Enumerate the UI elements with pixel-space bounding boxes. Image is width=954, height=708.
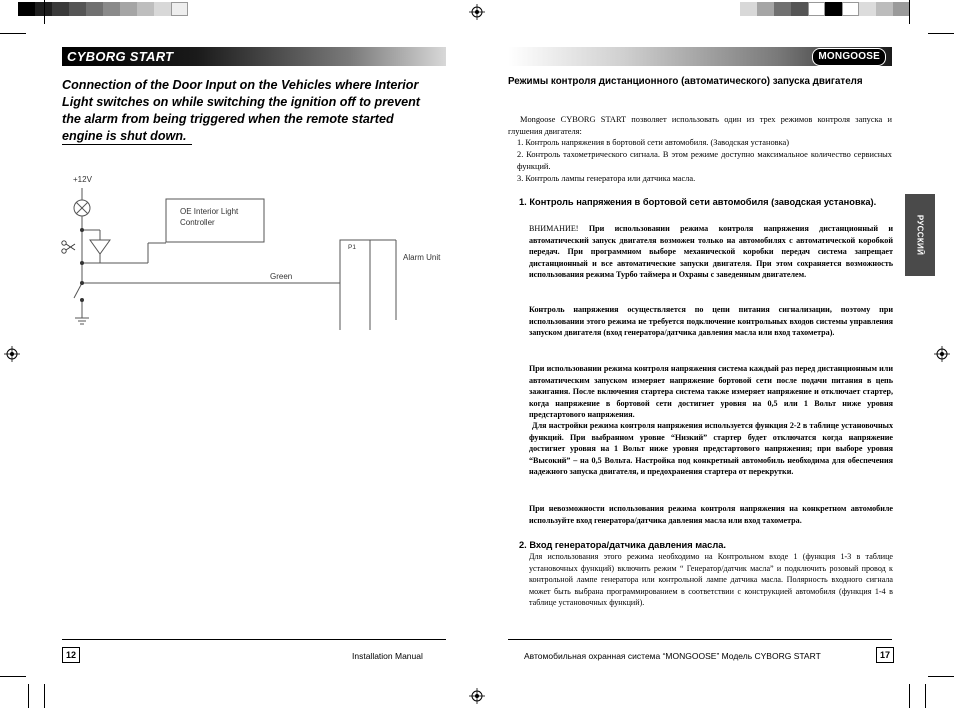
language-tab-label: РУССКИЙ [915, 214, 925, 256]
language-tab [905, 194, 935, 276]
right-page-title: Режимы контроля дистанционного (автоматического) запуска двигателя [508, 76, 863, 87]
crop-mark [44, 684, 45, 708]
crop-mark [909, 0, 910, 24]
color-bar-right [740, 2, 910, 16]
registration-mark-icon [469, 688, 485, 704]
section1-paragraph: Для настройки режима контроля напряжения используется функция 2-2 в таблице установочных функций. При выбранном уровне “Низкий” стартер будет отключатся когда напряжение достигнет уровня на 1 Вольт ниже уровня предстартового напряжения; при выборе уровня “Высокий” – на 0,5 Вольта. Настройка под конкретный автомобиль необходима для обеспечения надежного запуска двигателя, и предохранения стартера от перекрутки. [529, 421, 893, 477]
crop-mark [928, 33, 954, 34]
registration-mark-icon [469, 4, 485, 20]
mode-item: 3. Контроль лампы генератора или датчика масла. [517, 173, 696, 183]
left-footer-text: Installation Manual [352, 651, 423, 661]
wiring-diagram [60, 170, 460, 330]
left-header-title: CYBORG START [67, 49, 174, 64]
left-page-title [62, 77, 452, 145]
section1-paragraph: При невозможности использования режима контроля напряжения на конкретном автомобиле используйте вход генератора/датчика давления масла или вход тахометра. [529, 504, 893, 525]
alarm-unit-label: Alarm Unit [403, 253, 441, 262]
pin-label: P1 [348, 244, 356, 251]
title-line: the alarm from being triggered when the remote started [62, 112, 394, 126]
mongoose-logo: MONGOOSE [812, 48, 886, 66]
title-line: Connection of the Door Input on the Vehicles where Interior [62, 78, 419, 92]
controller-label-line2: Controller [180, 218, 215, 227]
section2-paragraph: Для использования этого режима необходимо на Контрольном входе 1 (функция 1-3 в таблице установочных функций) включить режим “ Генератор/датчик масла” и подключить розовый провод к контрольной лампе генератора или контрольной лампе датчика масла. Полярность входного сигнала может быть выбрана программированием в соответствии с конструкцией автомобиля (функция 1-4 в таблице установочных функций). [529, 552, 893, 608]
left-footer-rule [62, 639, 446, 640]
wire-label-green: Green [270, 272, 293, 281]
warning-text: При использовании режима контроля напряжения дистанционный и автоматический запуск двигателя возможен только на автомобилях с автоматической коробкой передач. При программном выборе механической коробки передач система запрещает дистанционный и все автоматические запуски двигателя. При этом сохраняется возможность использования режима Турбо таймера и Охраны с заведенным двигателем. [529, 224, 893, 280]
registration-mark-icon [934, 346, 950, 362]
right-footer-rule [508, 639, 892, 640]
crop-mark [928, 676, 954, 677]
section2-heading: 2. Вход генератора/датчика давления масла. [519, 540, 726, 550]
warning-label: ВНИМАНИЕ! [529, 224, 579, 233]
scissors-icon [62, 241, 75, 253]
intro-paragraph: Mongoose CYBORG START позволяет использовать один из трех режимов контроля запуска и глушения двигателя: [508, 115, 892, 136]
section1-warning [529, 223, 893, 281]
registration-mark-icon [4, 346, 20, 362]
section1-heading: 1. Контроль напряжения в бортовой сети автомобиля (заводская установка). [519, 197, 877, 207]
mode-item: 2. Контроль тахометрического сигнала. В этом режиме доступно максимальное количество сервисных функций. [517, 150, 892, 171]
right-footer-text: Автомобильная охранная система “MONGOOSE” Модель CYBORG START [524, 651, 821, 661]
section1-paragraph: При использовании режима контроля напряжения система каждый раз перед дистанционным или автоматическим запуском измеряет напряжение бортовой сети после подачи питания в цепь зажигания. После включения стартера система также измеряет напряжение и отключает стартер, когда напряжение в бортовой сети достигнет уровня на 0,5 или 1 Вольт ниже уровня предстартового напряжения. [529, 364, 893, 420]
controller-label-line1: OE Interior Light [180, 207, 239, 216]
section1-paragraph: Контроль напряжения осуществляется по цепи питания сигнализации, поэтому при использовании этого режима не требуется подключение контрольных входов системы управления запуском двигателя (вход генератора/датчика давления масла или вход тахометра). [529, 305, 893, 338]
title-line: engine is shut down. [62, 129, 187, 143]
right-page-number: 17 [876, 647, 894, 663]
title-underline [62, 144, 192, 145]
crop-mark [0, 676, 26, 677]
voltage-label: +12V [73, 175, 92, 184]
title-line: Light switches on while switching the ignition off to prevent [62, 95, 420, 109]
crop-mark [925, 684, 926, 708]
left-header-bar [62, 47, 446, 66]
switch-icon [74, 283, 82, 298]
lamp-icon [74, 200, 90, 216]
ground-icon [75, 318, 89, 324]
intro-block [508, 114, 892, 184]
crop-mark [909, 684, 910, 708]
left-page-number: 12 [62, 647, 80, 663]
right-header-bar [508, 47, 892, 66]
crop-mark [28, 684, 29, 708]
crop-mark [44, 0, 45, 24]
mode-item: 1. Контроль напряжения в бортовой сети автомобиля. (Заводская установка) [517, 138, 790, 148]
diode-icon [90, 240, 110, 254]
crop-mark [0, 33, 26, 34]
